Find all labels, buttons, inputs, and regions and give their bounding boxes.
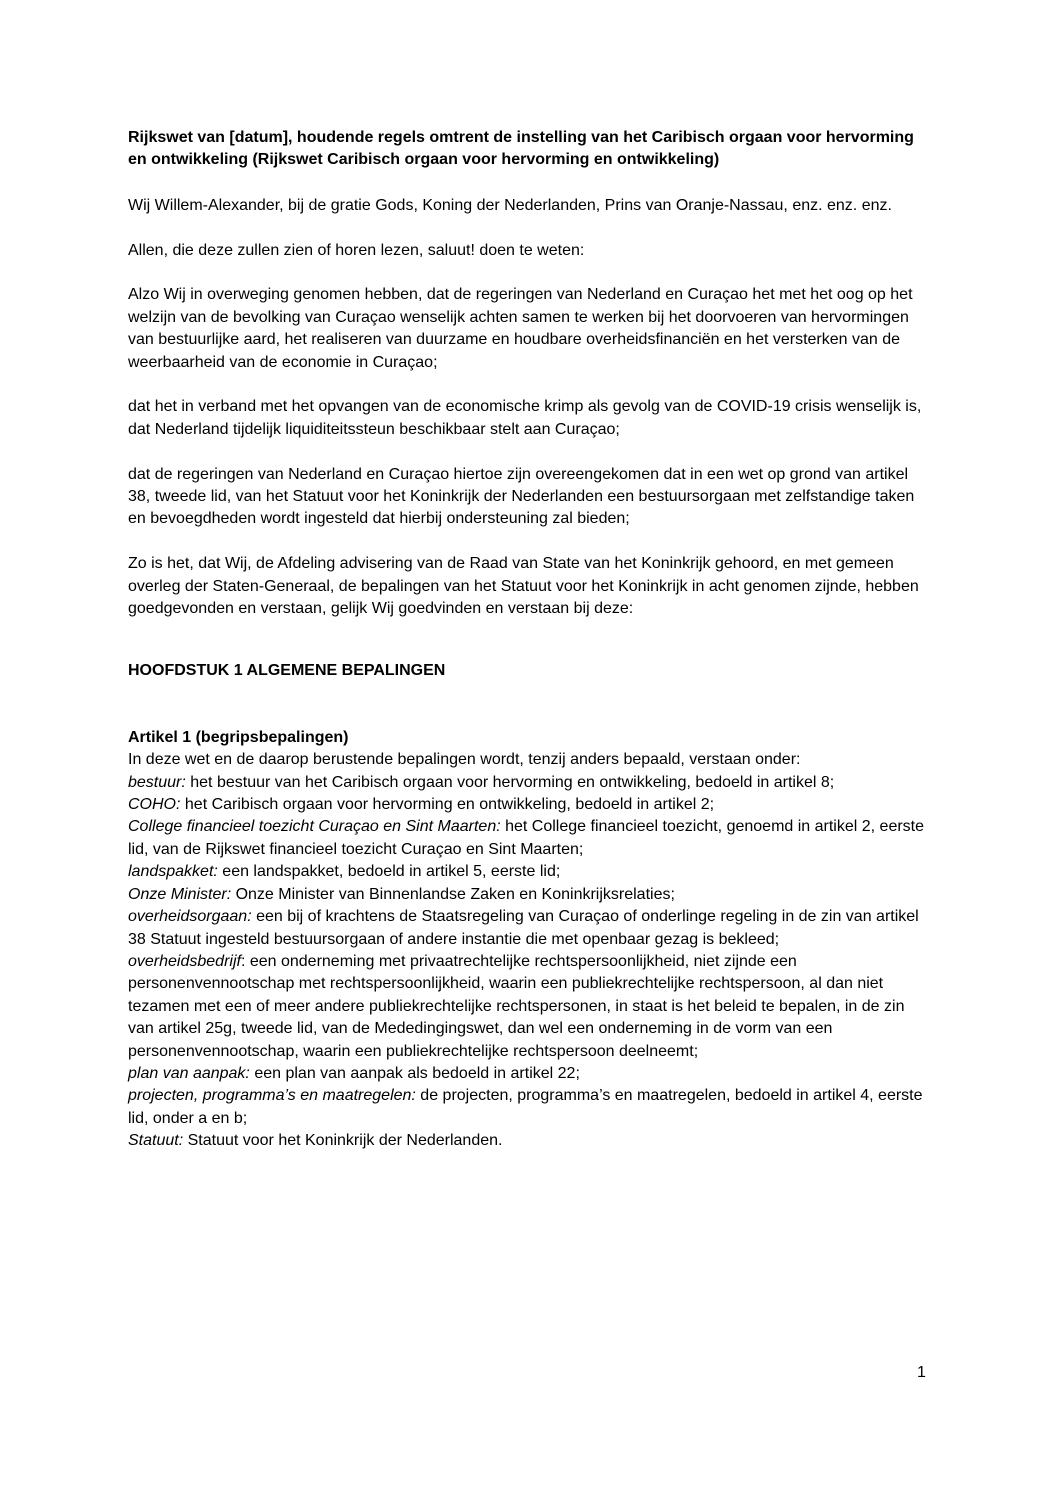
preamble-paragraph: Allen, die deze zullen zien of horen lezen, saluut! doen te weten: bbox=[128, 241, 585, 259]
definition-text: een landspakket, bedoeld in artikel 5, eerste lid; bbox=[217, 863, 561, 881]
definition-item bbox=[128, 794, 928, 816]
definition-term: overheidsorgaan: bbox=[128, 908, 252, 926]
definition-term: Statuut: bbox=[128, 1132, 184, 1150]
definition-text: Onze Minister van Binnenlandse Zaken en Koninkrijksrelaties; bbox=[231, 885, 675, 903]
definition-item bbox=[128, 884, 928, 906]
definition-item bbox=[128, 906, 928, 951]
definition-text: het College financieel toezicht, genoemd in artikel 2, eerste lid, van de Rijkswet financieel toezicht Curaçao en Sint Maarten; bbox=[128, 818, 925, 858]
article-intro: In deze wet en de daarop berustende bepalingen wordt, tenzij anders bepaald, verstaan onder: bbox=[128, 751, 801, 769]
definition-item bbox=[128, 1085, 928, 1130]
preamble-paragraph: Alzo Wij in overweging genomen hebben, dat de regeringen van Nederland en Curaçao het met het oog op het welzijn van de bevolking van Curaçao wenselijk achten samen te werken bij het doorvoeren van hervormingen van bestuurlijke aard, het realiseren van duurzame en houdbare overheidsfinanciën en het versterken van de weerbaarheid van de economie in Curaçao; bbox=[128, 286, 913, 371]
document-title: Rijkswet van [datum], houdende regels omtrent de instelling van het Caribisch orgaan voor hervorming en ontwikkeling (Rijkswet Caribisch orgaan voor hervorming en ontwikkeling) bbox=[128, 129, 914, 169]
definition-term: COHO: bbox=[128, 796, 181, 814]
definition-item bbox=[128, 1130, 928, 1152]
definition-text: een plan van aanpak als bedoeld in artikel 22; bbox=[249, 1064, 580, 1082]
definition-item bbox=[128, 1063, 928, 1085]
definition-text: Statuut voor het Koninkrijk der Nederlanden. bbox=[183, 1132, 503, 1150]
document-body bbox=[128, 127, 928, 1153]
definition-term: projecten, programma’s en maatregelen: bbox=[128, 1087, 416, 1105]
page-number: 1 bbox=[917, 1364, 926, 1381]
preamble-paragraph: Zo is het, dat Wij, de Afdeling advisering van de Raad van State van het Koninkrijk gehoord, en met gemeen overleg der Staten-Generaal, de bepalingen van het Statuut voor het Koninkrijk in acht genomen zijnde, hebben goedgevonden en verstaan, gelijk Wij goedvinden en verstaan bij deze: bbox=[128, 555, 919, 618]
definition-term: plan van aanpak: bbox=[128, 1064, 250, 1082]
definition-term: Onze Minister: bbox=[128, 885, 232, 903]
definition-text: het bestuur van het Caribisch orgaan voor hervorming en ontwikkeling, bedoeld in artikel 8; bbox=[185, 773, 835, 791]
definition-text: : een onderneming met privaatrechtelijke rechtspersoonlijkheid, niet zijnde een personenvennootschap met rechtspersoonlijkheid, waarin een publiekrechtelijke rechtspersoon, al dan niet tezamen met een of meer andere publiekrechtelijke rechtspersonen, in staat is het beleid te bepalen, in de zin van artikel 25g, tweede lid, van de Mededingingswet, dan wel een onderneming in de vorm van een personenvennootschap, waarin een publiekrechtelijke rechtspersoon deelneemt; bbox=[128, 952, 905, 1060]
definition-term: landspakket: bbox=[128, 863, 218, 881]
definition-term: overheidsbedrijf bbox=[128, 952, 241, 970]
chapter-heading: HOOFDSTUK 1 ALGEMENE BEPALINGEN bbox=[128, 662, 446, 680]
definition-text: de projecten, programma’s en maatregelen, bedoeld in artikel 4, eerste lid, onder a en b; bbox=[128, 1087, 923, 1127]
definition-text: een bij of krachtens de Staatsregeling van Curaçao of onderlinge regeling in de zin van artikel 38 Statuut ingesteld bestuursorgaan of andere instantie die met openbaar gezag is bekleed; bbox=[128, 908, 919, 948]
definition-item bbox=[128, 951, 928, 1063]
preamble-paragraph: dat het in verband met het opvangen van de economische krimp als gevolg van de COVID-19 crisis wenselijk is, dat Nederland tijdelijk liquiditeitssteun beschikbaar stelt aan Curaçao; bbox=[128, 398, 922, 438]
definition-item bbox=[128, 816, 928, 861]
definition-item bbox=[128, 861, 928, 883]
definition-term: bestuur: bbox=[128, 773, 186, 791]
preamble-paragraph: Wij Willem-Alexander, bij de gratie Gods, Koning der Nederlanden, Prins van Oranje-Nassau, enz. enz. enz. bbox=[128, 196, 892, 214]
article-title: Artikel 1 (begripsbepalingen) bbox=[128, 728, 349, 746]
definition-term: College financieel toezicht Curaçao en Sint Maarten: bbox=[128, 818, 501, 836]
definition-text: het Caribisch orgaan voor hervorming en ontwikkeling, bedoeld in artikel 2; bbox=[180, 796, 715, 814]
definition-item bbox=[128, 772, 928, 794]
preamble-paragraph: dat de regeringen van Nederland en Curaçao hiertoe zijn overeengekomen dat in een wet op grond van artikel 38, tweede lid, van het Statuut voor het Koninkrijk der Nederlanden een bestuursorgaan met zelfstandige taken en bevoegdheden wordt ingesteld dat hierbij ondersteuning zal bieden; bbox=[128, 465, 915, 528]
